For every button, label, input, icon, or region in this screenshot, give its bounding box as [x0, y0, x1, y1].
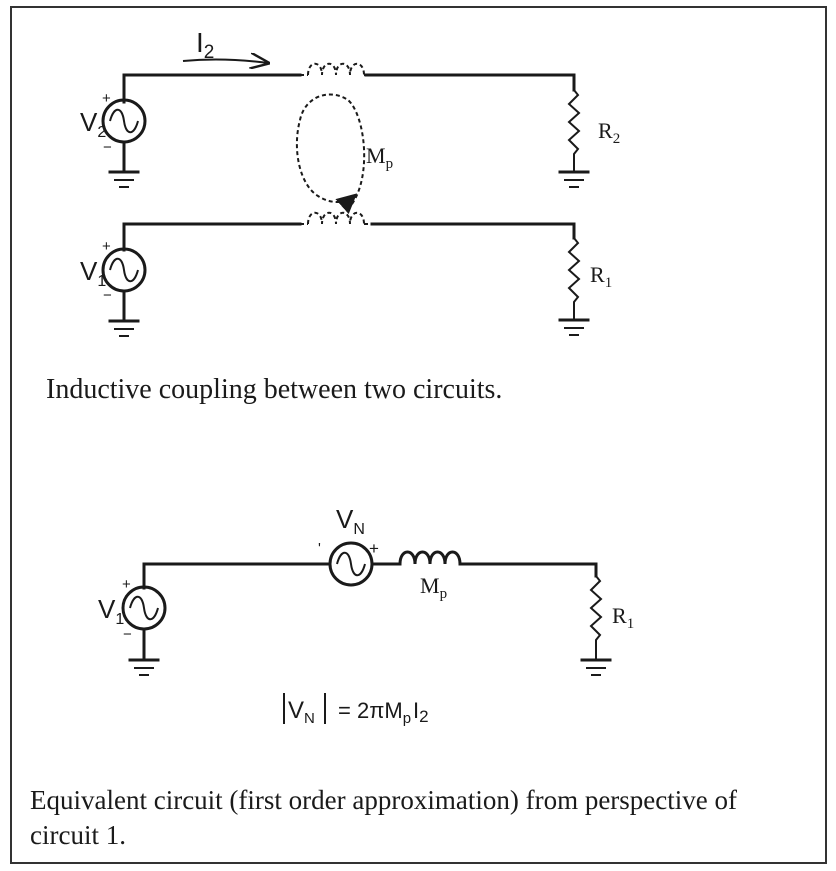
eq-r1-label: $R_1$	[612, 603, 635, 632]
eq-wire-right	[462, 564, 596, 576]
v2-minus: −	[103, 139, 112, 156]
vn-equation	[284, 693, 429, 727]
top-coupling-coil	[300, 64, 372, 75]
current-label: $I_2$	[196, 27, 215, 63]
svg-text:VN: $V_N$	[288, 697, 315, 727]
ground-v2	[110, 172, 138, 187]
top-wire	[124, 75, 300, 102]
noise-source-vn	[330, 543, 372, 585]
v1-label: $V_1$	[80, 256, 107, 290]
vn-plus: +	[369, 539, 379, 558]
vn-minus: '	[318, 540, 321, 557]
eq-mp-label: $M_p$	[420, 573, 448, 602]
vn-label: $V_N$	[336, 504, 365, 538]
mp-label-top: $M_p$	[366, 143, 394, 172]
mutual-flux-loop	[297, 94, 364, 204]
eq-v1-plus: +	[122, 576, 131, 593]
v1-minus: −	[103, 287, 112, 304]
caption-inductive-coupling: Inductive coupling between two circuits.	[46, 374, 503, 405]
eq-source-v1	[123, 587, 165, 629]
source-v1-top	[103, 249, 145, 291]
eq-ground-v1	[130, 660, 158, 675]
v1-plus: +	[102, 238, 111, 255]
v2-plus: +	[102, 90, 111, 107]
eq-v1-minus: −	[123, 626, 132, 643]
v2-label: $V_2$	[80, 107, 107, 141]
r2-label: $R_2$	[598, 118, 621, 147]
ground-v1	[110, 321, 138, 336]
svg-text:= 2πMpI2: = $2\pi M_pI2$	[338, 698, 429, 727]
eq-v1-label: $V_1$	[98, 594, 125, 628]
eq-resistor-r1	[582, 576, 610, 675]
top-wire-right	[366, 75, 574, 90]
resistor-r2	[560, 90, 588, 187]
caption-equivalent-circuit: Equivalent circuit (first order approximation) from perspective of circuit 1.	[30, 785, 737, 851]
resistor-r1-top	[560, 238, 588, 335]
bottom-coupling-coil	[300, 213, 372, 224]
bottom-wire-right	[372, 224, 574, 238]
current-arrow	[183, 60, 268, 63]
eq-wire-left	[144, 564, 330, 588]
bottom-wire	[124, 224, 300, 250]
eq-inductor-mp	[400, 552, 460, 564]
r1-label-top: $R_1$	[590, 262, 613, 291]
